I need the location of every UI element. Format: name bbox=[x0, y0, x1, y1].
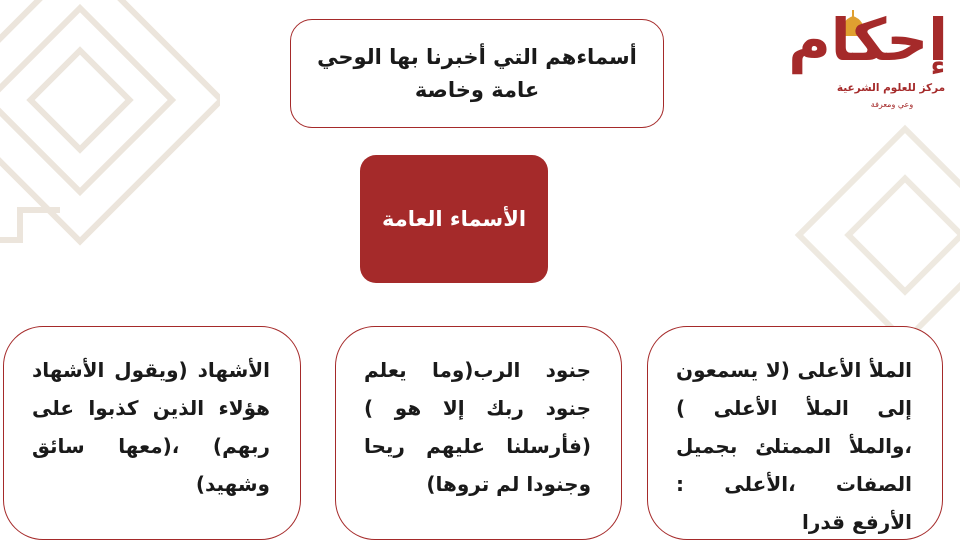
logo bbox=[788, 4, 952, 114]
logo-wordmark: إحكام bbox=[788, 6, 948, 74]
general-names-label: الأسماء العامة bbox=[381, 207, 527, 231]
logo-tagline: وعي ومعرفة bbox=[870, 100, 914, 109]
card-mala-ala-text: الملأ الأعلى (لا يسمعون إلى الملأ الأعلى ) ،والملأ الممتلئ بجميل الصفات ،الأعلى : الأرفع قدرا bbox=[676, 358, 912, 534]
card-ashhad-text: الأشهاد (ويقول الأشهاد هؤلاء الذين كذبوا على ربهم) ،(معها سائق وشهيد) bbox=[32, 358, 270, 496]
logo-subtitle: مركز للعلوم الشرعية bbox=[836, 82, 946, 94]
title-box bbox=[290, 19, 664, 128]
card-ashhad bbox=[3, 326, 301, 540]
card-junud-rabb-text: جنود الرب(وما يعلم جنود ربك إلا هو ) (فأرسلنا عليهم ريحا وجنودا لم تروها) bbox=[364, 358, 591, 496]
card-junud-rabb bbox=[335, 326, 622, 540]
background-pattern bbox=[0, 0, 220, 280]
title-line-2: عامة وخاصة bbox=[414, 77, 540, 102]
title-line-1: أسماءهم التي أخبرنا بها الوحي bbox=[317, 44, 637, 69]
card-mala-ala bbox=[647, 326, 943, 540]
general-names-box bbox=[360, 155, 548, 283]
